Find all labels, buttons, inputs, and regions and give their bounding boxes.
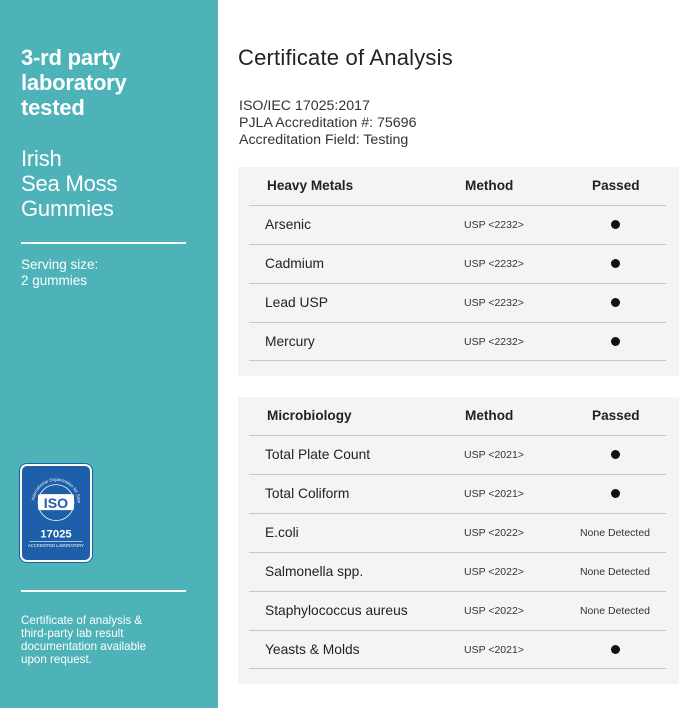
test-name: Arsenic — [265, 217, 312, 232]
accreditation-info — [239, 98, 416, 149]
passed-dot-icon — [611, 259, 620, 268]
table-row — [249, 552, 666, 591]
sidebar-title — [21, 45, 211, 120]
passed-header: Passed — [592, 178, 640, 193]
passed-cell — [564, 436, 666, 474]
test-name: Total Plate Count — [265, 447, 371, 462]
accreditation-line: PJLA Accreditation #: 75696 — [239, 115, 417, 131]
table-row — [249, 283, 666, 322]
availability-note — [21, 614, 191, 666]
table-row — [249, 513, 666, 552]
passed-dot-icon — [611, 489, 620, 498]
category-header: Microbiology — [267, 408, 352, 423]
page-title: Certificate of Analysis — [238, 45, 453, 70]
passed-cell — [564, 284, 666, 322]
table-row — [249, 591, 666, 630]
table-row — [249, 474, 666, 513]
note-line: documentation available — [21, 640, 147, 653]
test-name: Salmonella spp. — [265, 564, 364, 579]
heavy-metals-table — [238, 167, 679, 376]
method-header: Method — [465, 178, 514, 193]
passed-dot-icon — [611, 337, 620, 346]
passed-cell — [564, 206, 666, 244]
iso-badge-icon — [20, 464, 92, 562]
passed-dot-icon — [611, 645, 620, 654]
passed-result: None Detected — [579, 566, 651, 578]
passed-header: Passed — [592, 408, 640, 423]
test-method: USP <2232> — [464, 336, 524, 348]
passed-cell — [564, 245, 666, 283]
product-name-line: Sea Moss — [21, 171, 118, 196]
note-line: third-party lab result — [21, 627, 124, 640]
table-row — [249, 205, 666, 244]
serving-size-label: Serving size: — [21, 257, 99, 272]
note-line: upon request. — [21, 653, 92, 666]
table-row — [249, 322, 666, 361]
test-method: USP <2022> — [464, 566, 524, 578]
passed-cell — [564, 323, 666, 361]
test-method: USP <2232> — [464, 297, 524, 309]
divider — [21, 242, 186, 244]
sidebar-title-line: 3-rd party — [21, 45, 121, 70]
serving-size-value: 2 gummies — [21, 273, 88, 288]
iso-logo-text: ISO — [43, 495, 69, 512]
test-name: E.coli — [265, 525, 299, 540]
test-name: Total Coliform — [265, 486, 350, 501]
passed-result: None Detected — [579, 605, 651, 617]
passed-dot-icon — [611, 220, 620, 229]
category-header: Heavy Metals — [267, 178, 354, 193]
divider — [21, 590, 186, 592]
sidebar — [0, 0, 218, 708]
product-name-line: Irish — [21, 146, 62, 171]
table-header — [238, 167, 679, 205]
table-row — [249, 435, 666, 474]
table-header — [238, 397, 679, 435]
test-name: Yeasts & Molds — [265, 642, 360, 657]
iso-number: 17025 — [40, 528, 72, 541]
accreditation-line: ISO/IEC 17025:2017 — [239, 98, 370, 114]
test-method: USP <2021> — [464, 449, 524, 461]
test-method: USP <2021> — [464, 488, 524, 500]
test-method: USP <2232> — [464, 258, 524, 270]
test-name: Cadmium — [265, 256, 325, 271]
accreditation-line: Accreditation Field: Testing — [239, 132, 409, 148]
passed-cell — [564, 631, 666, 669]
product-name-line: Gummies — [21, 196, 114, 221]
sidebar-title-line: tested — [21, 95, 85, 120]
main-content — [218, 0, 679, 708]
sidebar-title-line: laboratory — [21, 70, 127, 95]
method-header: Method — [465, 408, 514, 423]
test-name: Mercury — [265, 334, 315, 349]
passed-dot-icon — [611, 450, 620, 459]
test-name: Lead USP — [265, 295, 328, 310]
test-method: USP <2022> — [464, 527, 524, 539]
test-method: USP <2021> — [464, 644, 524, 656]
table-row — [249, 244, 666, 283]
note-line: Certificate of analysis & — [21, 614, 143, 627]
microbiology-table — [238, 397, 679, 684]
test-method: USP <2232> — [464, 219, 524, 231]
test-method: USP <2022> — [464, 605, 524, 617]
passed-result: None Detected — [579, 527, 651, 539]
iso-ring-text: International Organization for Stan — [30, 476, 82, 504]
table-row — [249, 630, 666, 669]
iso-caption: ACCREDITED LABORATORY — [28, 543, 84, 548]
passed-cell — [564, 475, 666, 513]
passed-dot-icon — [611, 298, 620, 307]
serving-size — [21, 257, 201, 289]
product-name — [21, 146, 211, 221]
test-name: Staphylococcus aureus — [265, 603, 408, 618]
